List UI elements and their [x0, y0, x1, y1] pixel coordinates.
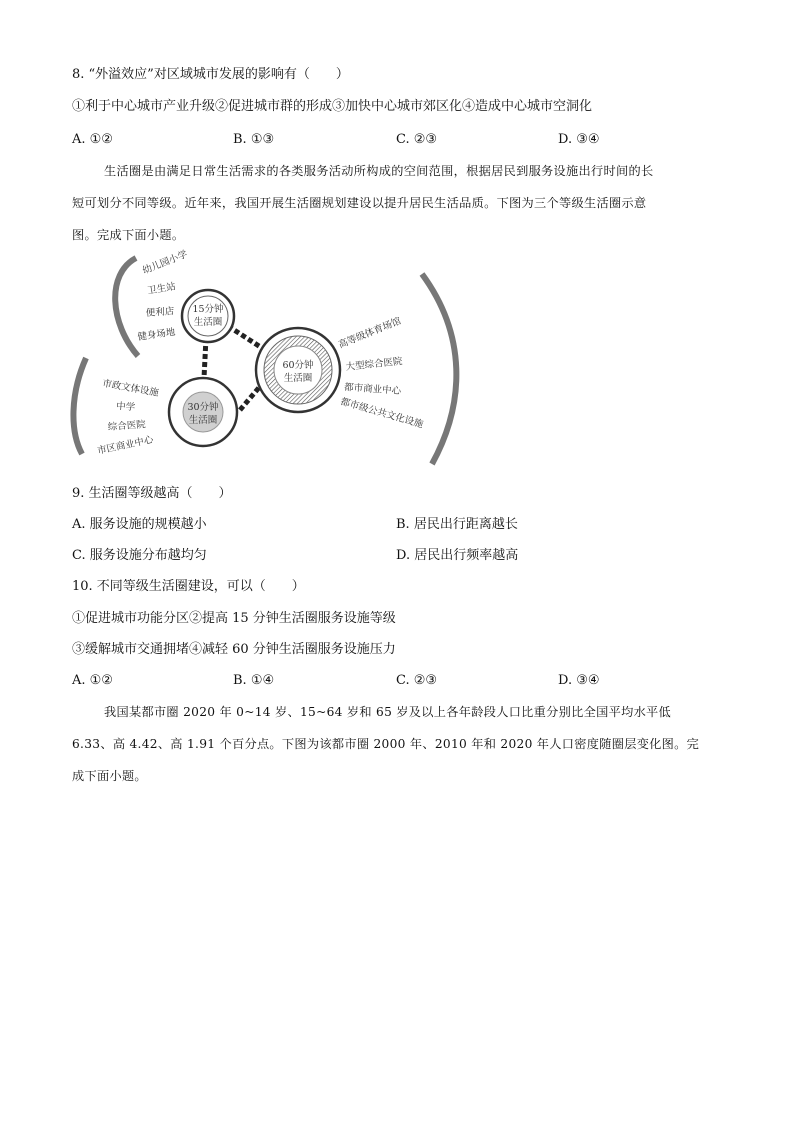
q8-option-b: B. ①③: [233, 132, 275, 147]
arc-60min: [422, 274, 456, 464]
intro1-line1: 生活圈是由满足日常生活需求的各类服务活动所构成的空间范围，根据居民到服务设施出行时间的长: [104, 164, 654, 178]
circle-30min-label-1: 30分钟: [187, 402, 219, 413]
circle-60min-label-1: 60分钟: [282, 360, 314, 371]
q9-option-c: C. 服务设施分布越均匀: [72, 548, 207, 563]
facility-15-1: 幼儿园小学: [141, 248, 190, 277]
link-15-30: [204, 338, 206, 378]
q9-option-a: A. 服务设施的规模越小: [72, 517, 207, 532]
facility-15-2: 卫生站: [146, 281, 177, 297]
q8-option-a: A. ①②: [72, 132, 113, 147]
q10-option-a: A. ①②: [72, 673, 113, 688]
facility-15-3: 便利店: [145, 306, 175, 319]
q10-option-d: D. ③④: [558, 673, 600, 688]
q10-statements-1: ①促进城市功能分区②提高 15 分钟生活圈服务设施等级: [72, 611, 396, 626]
q10-statements-2: ③缓解城市交通拥堵④减轻 60 分钟生活圈服务设施压力: [72, 642, 396, 657]
facility-30-1: 市政文体设施: [101, 378, 160, 399]
facility-30-4: 市区商业中心: [96, 434, 155, 457]
q8-statements: ①利于中心城市产业升级②促进城市群的形成③加快中心城市郊区化④造成中心城市空洞化: [72, 99, 593, 114]
circle-15min-label-2: 生活圈: [193, 317, 223, 328]
q10-option-c: C. ②③: [396, 673, 438, 688]
intro2-line1: 我国某都市圈 2020 年 0~14 岁、15~64 岁和 65 岁及以上各年龄段人口比重分别比全国平均水平低: [104, 705, 672, 719]
q9-option-b: B. 居民出行距离越长: [396, 517, 518, 532]
facility-30-3: 综合医院: [107, 419, 147, 433]
facility-60-4: 都市级公共文化设施: [339, 396, 425, 431]
q8-option-d: D. ③④: [558, 132, 600, 147]
facility-60-3: 都市商业中心: [343, 382, 402, 397]
facility-60-2: 大型综合医院: [345, 356, 404, 373]
circle-15min-label-1: 15分钟: [192, 304, 224, 315]
intro2-line2: 6.33、高 4.42、高 1.91 个百分点。下图为该都市圈 2000 年、2010 年和 2020 年人口密度随圈层变化图。完: [72, 737, 700, 751]
arc-30min: [73, 358, 86, 454]
facility-30-2: 中学: [115, 401, 136, 414]
life-circle-diagram: [66, 244, 466, 470]
q8-stem: 8. “外溢效应”对区域城市发展的影响有（ ）: [72, 67, 349, 82]
q10-stem: 10. 不同等级生活圈建设，可以（ ）: [72, 579, 305, 594]
circle-60min-label-2: 生活圈: [283, 373, 313, 384]
intro2-line3: 成下面小题。: [72, 769, 147, 783]
facility-60-1: 高等级体育场馆: [337, 315, 403, 351]
intro1-line3: 图。完成下面小题。: [72, 228, 185, 242]
circle-30min-label-2: 生活圈: [188, 415, 218, 426]
facility-15-4: 健身场地: [136, 326, 177, 343]
q9-stem: 9. 生活圈等级越高（ ）: [72, 486, 232, 501]
q9-option-d: D. 居民出行频率越高: [396, 548, 519, 563]
arc-15min: [115, 258, 138, 356]
q10-option-b: B. ①④: [233, 673, 275, 688]
intro1-line2: 短可划分不同等级。近年来，我国开展生活圈规划建设以提升居民生活品质。下图为三个等级生活圈示意: [72, 196, 647, 210]
link-15-60: [228, 326, 262, 348]
q8-option-c: C. ②③: [396, 132, 438, 147]
